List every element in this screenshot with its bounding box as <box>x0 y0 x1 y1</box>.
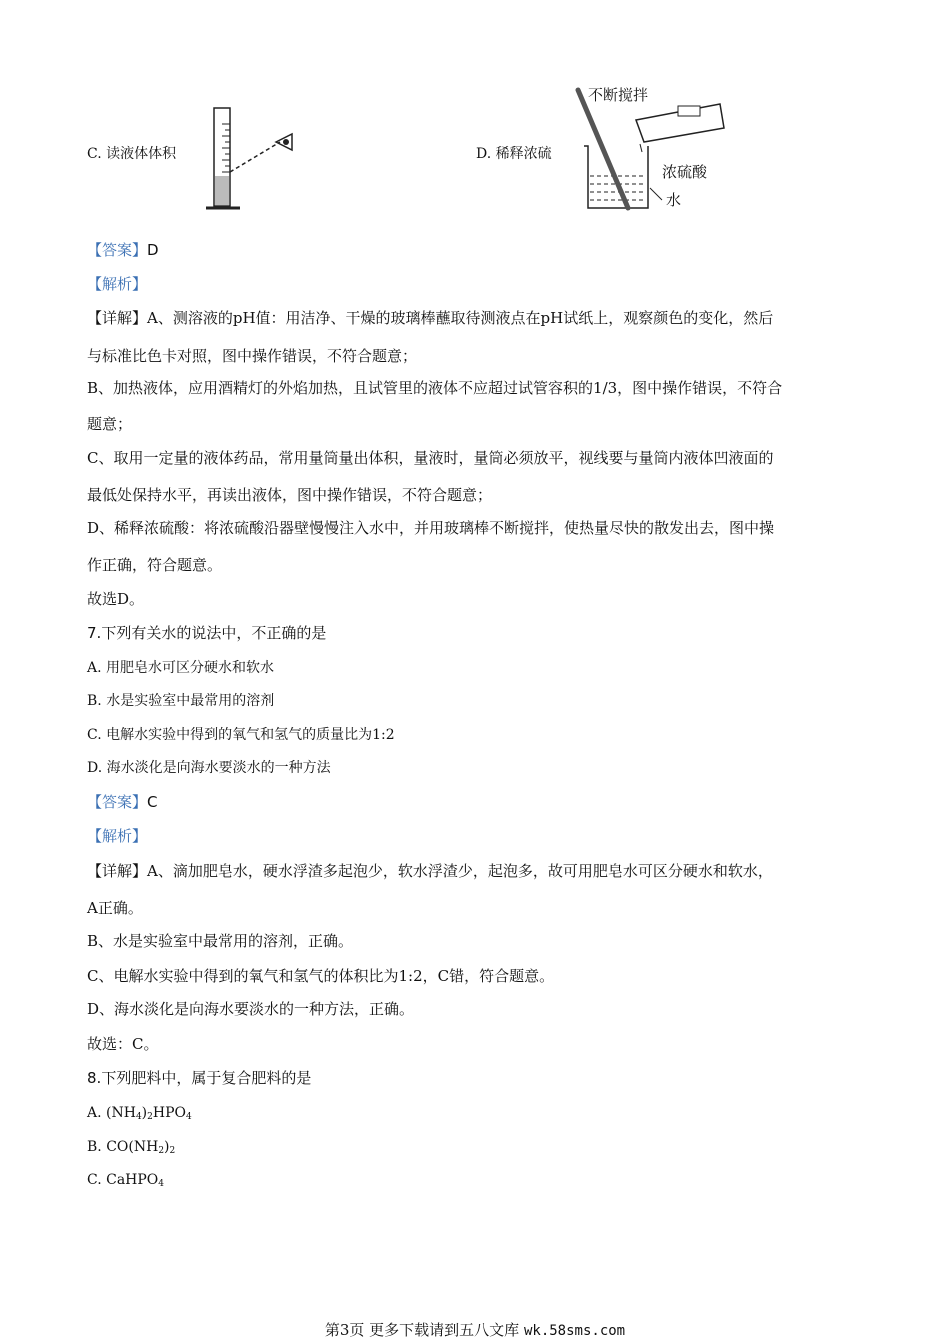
q6-detail-line-7: D、稀释浓硫酸：将浓硫酸沿器壁慢慢注入水中，并用玻璃棒不断搅拌，使热量尽快的散发出去，图中操 <box>87 519 775 537</box>
q7-detail-line-6: 故选：C。 <box>87 1035 159 1053</box>
q7-detail-line-3: B、水是实验室中最常用的溶剂，正确。 <box>87 932 354 950</box>
q6-detail-line-9: 故选D。 <box>87 590 145 608</box>
detail-tag: 【详解】 <box>87 309 148 327</box>
q7-detail-line-1 <box>87 861 773 881</box>
q8-option-a: A. $(NH_4)_2HPO_4$ <box>87 1105 192 1122</box>
q7-option-a: A. 用肥皂水可区分硬水和软水 <box>87 660 275 676</box>
q7-option-b: B. 水是实验室中最常用的溶剂 <box>87 693 275 709</box>
q7-option-d: D. 海水淡化是向海水要淡水的一种方法 <box>87 760 331 776</box>
q6-answer <box>87 240 159 260</box>
q7-stem <box>87 623 326 643</box>
q6-detail-line-6: 最低处保持水平，再读出液体，图中操作错误，不符合题意； <box>87 486 493 504</box>
acid-label: 浓硫酸 <box>662 164 708 181</box>
option-d-label: D. 稀释浓硫 <box>476 146 552 162</box>
footer-site-link[interactable]: wk.58sms.com <box>523 1323 626 1339</box>
water-label: 水 <box>666 192 682 209</box>
stir-label: 不断搅拌 <box>588 87 649 104</box>
detail-text: A、滴加肥皂水，硬水浮渣多起泡少，软水浮渣少，起泡多，故可用肥皂水可区分硬水和软水， <box>147 862 773 880</box>
q7-option-c: C. 电解水实验中得到的氧气和氢气的质量比为1:2 <box>87 727 395 743</box>
question-number: 7. <box>87 624 102 642</box>
answer-tag: 【答案】 <box>87 793 148 811</box>
q7-detail-line-5: D、海水淡化是向海水要淡水的一种方法，正确。 <box>87 1000 415 1018</box>
q6-detail-line-8: 作正确，符合题意。 <box>87 556 223 574</box>
q7-detail-line-4: C、电解水实验中得到的氧气和氢气的体积比为1:2，C错，符合题意。 <box>87 967 555 985</box>
q8-stem <box>87 1068 311 1088</box>
q8-option-b: B. $CO(NH_2)_2$ <box>87 1139 176 1156</box>
question-number: 8. <box>87 1069 102 1087</box>
q7-analysis-tag: 【解析】 <box>87 827 148 845</box>
q7-detail-line-2: A正确。 <box>87 899 143 917</box>
q6-detail-line-3: B、加热液体，应用酒精灯的外焰加热，且试管里的液体不应超过试管容积的1/3，图中操作错误，不符合 <box>87 379 783 397</box>
footer-page-text: 第3页 更多下载请到五八文库 <box>324 1321 520 1339</box>
dilution-figure <box>570 82 730 217</box>
question-text: 下列有关水的说法中，不正确的是 <box>101 624 327 642</box>
q7-answer <box>87 792 158 812</box>
question-text: 下列肥料中，属于复合肥料的是 <box>101 1069 312 1087</box>
q6-detail-line-1 <box>87 308 773 328</box>
q6-analysis-tag: 【解析】 <box>87 275 148 293</box>
detail-text: A、测溶液的pH值：用洁净、干燥的玻璃棒蘸取待测液点在pH试纸上，观察颜色的变化，然后 <box>147 309 774 327</box>
page-footer <box>0 1320 950 1341</box>
eye-icon <box>276 134 292 150</box>
answer-value: C <box>147 793 158 811</box>
q8-option-c: C. CaHPO$_4$ <box>87 1172 165 1189</box>
answer-value: D <box>147 241 159 259</box>
option-c-label: C. 读液体体积 <box>87 146 177 162</box>
answer-tag: 【答案】 <box>87 241 148 259</box>
q6-detail-line-5: C、取用一定量的液体药品，常用量筒量出体积，量液时，量筒必须放平，视线要与量筒内液体凹液面的 <box>87 449 774 467</box>
cylinder-reading-figure <box>200 104 300 214</box>
detail-tag: 【详解】 <box>87 862 148 880</box>
q6-detail-line-2: 与标准比色卡对照，图中操作错误，不符合题意； <box>87 347 418 365</box>
q6-detail-line-4: 题意； <box>87 415 133 433</box>
